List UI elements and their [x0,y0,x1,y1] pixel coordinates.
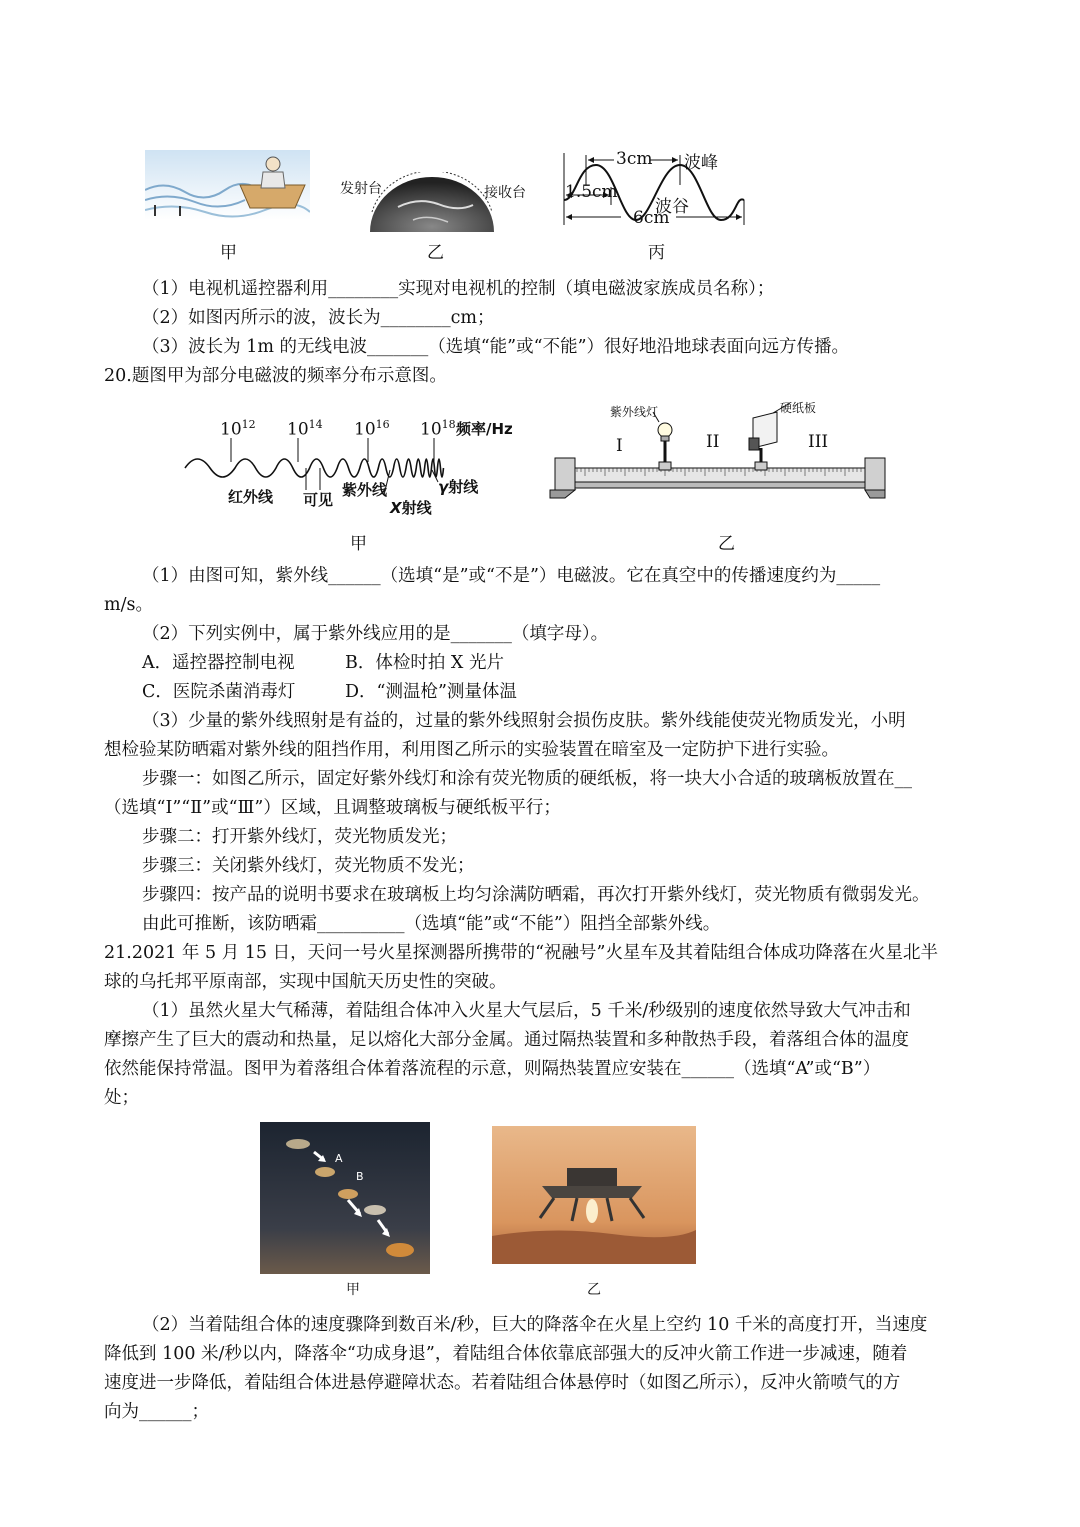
freq-unit: 频率/Hz [456,420,513,438]
hovering-lander-photo [492,1126,696,1264]
q20-line-1b: m/s。 [104,595,153,615]
optical-bench-figure [545,398,890,508]
label-3cm: 3cm [616,149,653,169]
caption-yi-3: 乙 [587,1282,601,1298]
label-gamma: γ射线 [438,478,479,496]
label-infrared: 红外线 [228,488,274,506]
q21-p1-d: 处； [104,1088,139,1108]
caption-jia-2: 甲 [350,534,367,554]
label-trough: 波谷 [655,197,689,217]
q20-option-b: B．体检时拍 X 光片 [345,653,504,673]
q20-step-3: 步骤三：关闭紫外线灯，荧光物质不发光； [142,856,475,876]
q19-line-3: （3）波长为 1m 的无线电波_______（选填“能”或“不能”）很好地沿地球表面向远方传播。 [142,337,850,357]
freq-1e14: $10^{14}$ [287,418,323,440]
label-xray: X射线 [390,499,432,517]
label-crest: 波峰 [684,153,718,173]
region-1: I [616,436,623,456]
q20-title: 20.题图甲为部分电磁波的频率分布示意图。 [104,366,447,386]
q20-line-2: （2）下列实例中，属于紫外线应用的是_______（填字母）。 [142,624,609,644]
photo-label-b: B [356,1170,364,1183]
label-ultraviolet: 紫外线 [342,481,388,499]
transmitter-label: 发射台 [340,181,382,197]
q21-p2-a: （2）当着陆组合体的速度骤降到数百米/秒，巨大的降落伞在火星上空约 10 千米的高度打开，当速度 [142,1315,928,1335]
q19-line-2: （2）如图丙所示的波，波长为________cm； [142,308,495,328]
q20-option-d: D．“测温枪”测量体温 [345,682,517,702]
landing-sequence-image [260,1122,430,1274]
freq-1e12: $10^{12}$ [220,418,256,440]
photo-label-a: A [335,1152,343,1165]
caption-jia-1: 甲 [220,243,237,263]
cardboard-label: 硬纸板 [780,401,817,415]
q21-p1-b: 摩擦产生了巨大的震动和热量，足以熔化大部分金属。通过隔热装置和多种散热手段，着落组合体的温度 [104,1030,909,1050]
freq-1e18: $10^{18}$ [420,418,456,440]
q20-option-c: C．医院杀菌消毒灯 [142,682,296,702]
freq-1e16: $10^{16}$ [354,418,390,440]
q21-line-1: 21.2021 年 5 月 15 日，天问一号火星探测器所携带的“祝融号”火星车及其着陆组合体成功降落在火星北半 [104,943,938,963]
optical-bench [545,398,890,508]
hovering-lander-image [492,1126,696,1264]
uv-lamp-label: 紫外线灯 [610,405,659,419]
q20-option-a: A．遥控器控制电视 [142,653,295,673]
landing-sequence-photo [260,1122,430,1274]
label-visible: 可见 [303,491,334,509]
figure-jia-boat [145,150,310,220]
q21-p2-b: 降低到 100 米/秒以内，降落伞“功成身退”，着陆组合体依靠底部强大的反冲火箭工作进一步减速，随着 [104,1344,908,1364]
region-3: III [808,432,829,452]
q20-step-2: 步骤二：打开紫外线灯，荧光物质发光； [142,827,457,847]
q21-p2-c: 速度进一步降低，着陆组合体进悬停避障状态。若着陆组合体悬停时（如图乙所示），反冲火箭喷气的方 [104,1373,901,1393]
q21-p1-c: 依然能保持常温。图甲为着落组合体着落流程的示意，则隔热装置应安装在______（选填“A”或“B”） [104,1059,881,1079]
q21-p2-d: 向为______； [104,1402,209,1422]
region-2: II [706,432,720,452]
label-6cm: 6cm [633,208,670,228]
q21-line-2: 球的乌托邦平原南部，实现中国航天历史性的突破。 [104,972,507,992]
q20-step-1a: 步骤一：如图乙所示，固定好紫外线灯和涂有荧光物质的硬纸板，将一块大小合适的玻璃板放置在__ [142,769,912,789]
label-1-5cm: 1.5cm [565,182,618,202]
q21-p1-a: （1）虽然火星大气稀薄，着陆组合体冲入火星大气层后，5 千米/秒级别的速度依然导致大气冲击和 [142,1001,911,1021]
q20-conclusion: 由此可推断，该防晒霜__________（选填“能”或“不能”）阻挡全部紫外线。 [142,914,721,934]
q20-step-1b: （选填“I”“Ⅱ”或“Ⅲ”）区域，且调整玻璃板与硬纸板平行； [104,798,561,818]
receiver-label: 接收台 [484,185,526,201]
caption-bing: 丙 [648,243,665,263]
caption-jia-3: 甲 [346,1282,360,1298]
q20-line-1: （1）由图可知，紫外线______（选填“是”或“不是”）电磁波。它在真空中的传播速度约为_____ [142,566,881,586]
boat-illustration [145,150,310,220]
caption-yi-1: 乙 [427,243,444,263]
q19-line-1: （1）电视机遥控器利用________实现对电视机的控制（填电磁波家族成员名称）； [142,279,775,299]
q20-line-3a: （3）少量的紫外线照射是有益的，过量的紫外线照射会损伤皮肤。紫外线能使荧光物质发光，小明 [142,711,906,731]
q20-step-4: 步骤四：按产品的说明书要求在玻璃板上均匀涂满防晒霜，再次打开紫外线灯，荧光物质有微弱发光。 [142,885,930,905]
q20-line-3b: 想检验某防晒霜对紫外线的阻挡作用，利用图乙所示的实验装置在暗室及一定防护下进行实验。 [104,740,839,760]
caption-yi-2: 乙 [718,534,735,554]
